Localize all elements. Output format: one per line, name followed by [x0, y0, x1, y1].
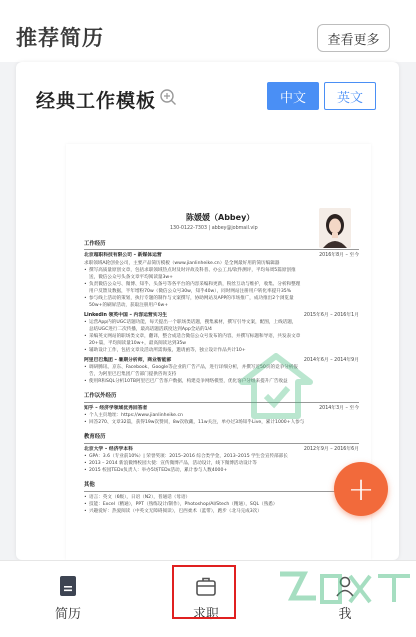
other-bullet: • 兴趣爱好：热爱阅读（中英文无障碍阅读），巴西柔术（蓝带），跑步（北马完成3次） [84, 508, 359, 515]
job-company: 阿里巴巴集团 – 暑期分析师，商业智能部 [84, 357, 172, 363]
job-bullet: • 采编英文网站的职场类文章，翻译，整合成适合微信公众号发布的内容，并撰写标题和导语，共发表文章 [84, 333, 359, 340]
edu-row [84, 446, 359, 453]
side-company: 知乎 – 经济学领域优秀回答者 [84, 405, 148, 411]
side-row [84, 405, 359, 412]
section-side: 工作以外经历 [84, 392, 359, 402]
job-bullet: • 运营App内的UGC话题功能，每天提出一个职场类话题，搜集素材，撰写引导文案，配图，上线话题， [84, 319, 359, 326]
side-bullet: • 个人主页地址：https://www.jianlinheike.cn [84, 412, 359, 419]
job-bullet: • 撰写高质量原创文章，包括求职领域热点时及时评故及科普、办公工具/软件测评，平均每周5篇原创推 [84, 267, 359, 274]
tab-me-label: 我 [338, 607, 352, 622]
english-toggle-button[interactable]: 英文 [324, 82, 376, 110]
resume-body [84, 240, 359, 515]
side-bullet: • 回答270、文章32篇，获得19w次赞同，8w次收藏，11w关注，单办过3场知乎Live，累计1000+人参与 [84, 419, 359, 426]
other-bullet: • 技能：Excel（精通），PPT（熟练设计/制作），Photoshop/AI/Stech（精通），SQL（熟悉） [84, 501, 359, 508]
job-date: 2014年6月 – 2014年9月 [303, 357, 359, 363]
view-more-button[interactable]: 查看更多 [317, 24, 390, 52]
header [0, 0, 416, 62]
edu-bullet: • 2013 – 2014 新浪微博校园大使：宣传微博产品，活动设计，线下微博活动设计等 [84, 460, 359, 467]
edu-date: 2012年9月 – 2016年6月 [303, 446, 359, 452]
template-title: 经典工作模板 [36, 90, 157, 112]
resume-name: 陈媛媛（Abbey） [186, 213, 255, 222]
resume-icon [57, 575, 79, 597]
job-row [84, 252, 359, 259]
job-bullet: • 负责微信公众号、微博、知乎、头条号等各平台的内容采编和更新，粉丝互动与维护，收集、分析和整理 [84, 281, 359, 288]
job-bullet-cont: 50w+的刷屏活动，获取注册用户6w+ [89, 303, 169, 309]
page-title: 推荐简历 [16, 26, 104, 50]
job-row [84, 357, 359, 364]
edu-bullet: • 2015 校园TEDx负责人：举办5场TEDx活动，累计参与人数4000+ [84, 467, 359, 474]
section-other: 其他 [84, 481, 359, 491]
job-company: Linkedin 领英中国 – 内容运营实习生 [84, 312, 168, 318]
job-desc: 求职领域A轮创业公司，主要产品简历模板（www.jianlinheike.cn）是全网最好用的简历编辑器 [84, 260, 280, 266]
job-bullet: • 参与线上活动的策划，执行专题的制作与文案撰写，协助网站及APP的市场推广，成功推出2个浏览量 [84, 295, 359, 302]
chinese-toggle-button[interactable]: 中文 [267, 82, 319, 110]
job-bullet-cont: 告，为阿里巴巴集团广告部门提供咨询支持 [89, 372, 177, 378]
section-edu: 教育经历 [84, 433, 359, 443]
tab-resume[interactable] [28, 569, 108, 629]
job-bullet-cont: 送，微信公众号头条文章平均阅读量3w+ [89, 275, 174, 281]
job-bullet: • 辅助设计工作，包括文章及活动所需海报，邀请函等，独立设计作品共计10+ [84, 347, 359, 354]
add-resume-button[interactable]: + [334, 462, 388, 516]
job-row [84, 312, 359, 319]
resume-preview[interactable] [66, 144, 371, 560]
annotation-highlight-box [172, 565, 236, 619]
side-date: 2014年3月 – 至今 [319, 405, 359, 411]
edu-bullet: • GPA：3.6（专业前10%）| 荣誉奖项：2015–2016 综合类学金，2013–2015 学生会宣传部部长 [84, 453, 359, 460]
edu-school: 北京大学 – 经济学本科 [84, 446, 133, 452]
job-company: 北京超职科技有限公司 – 新媒体运营 [84, 253, 162, 259]
job-bullet-cont: 20+篇，平均阅读量10w+，最高阅读达到35w [89, 341, 187, 347]
other-bullet: • 语言：英文（6级），日语（N2），普通话（母语） [84, 494, 359, 501]
job-bullet-cont: 总结UGC进行二次传播，最高话题活跃度达到App全站的1/4 [89, 327, 212, 333]
tab-resume-label: 简历 [54, 607, 81, 622]
watermark-logo-icon [236, 352, 316, 422]
job-date: 2015年6月 – 2016年1月 [303, 312, 359, 318]
section-work: 工作经历 [84, 240, 359, 250]
zoom-in-icon[interactable] [159, 88, 177, 106]
job-date: 2016年8月 – 至今 [319, 253, 359, 259]
job-bullet-cont: 用户反馈及数据，半年增粉70w（微信公众号30w，知乎40w），同时网站注册用户转化率提升35% [89, 289, 292, 295]
job-bullet: • 使用R和SQL分析10TB阿里巴巴广告客户数据，构建竞争网络模型，优化客户分组来提升广告收益 [84, 378, 359, 385]
tab-job-label: 求职 [192, 607, 219, 622]
job-bullet: • 调研腾讯、京东、Facebook、Google等企业的广告产品，进行详细分析，并撰写近50页的竞争分析报 [84, 364, 359, 371]
resume-contact: 130-0122-7303 | abbey@jobmail.vip [170, 226, 258, 231]
site-watermark-logo [270, 568, 416, 634]
